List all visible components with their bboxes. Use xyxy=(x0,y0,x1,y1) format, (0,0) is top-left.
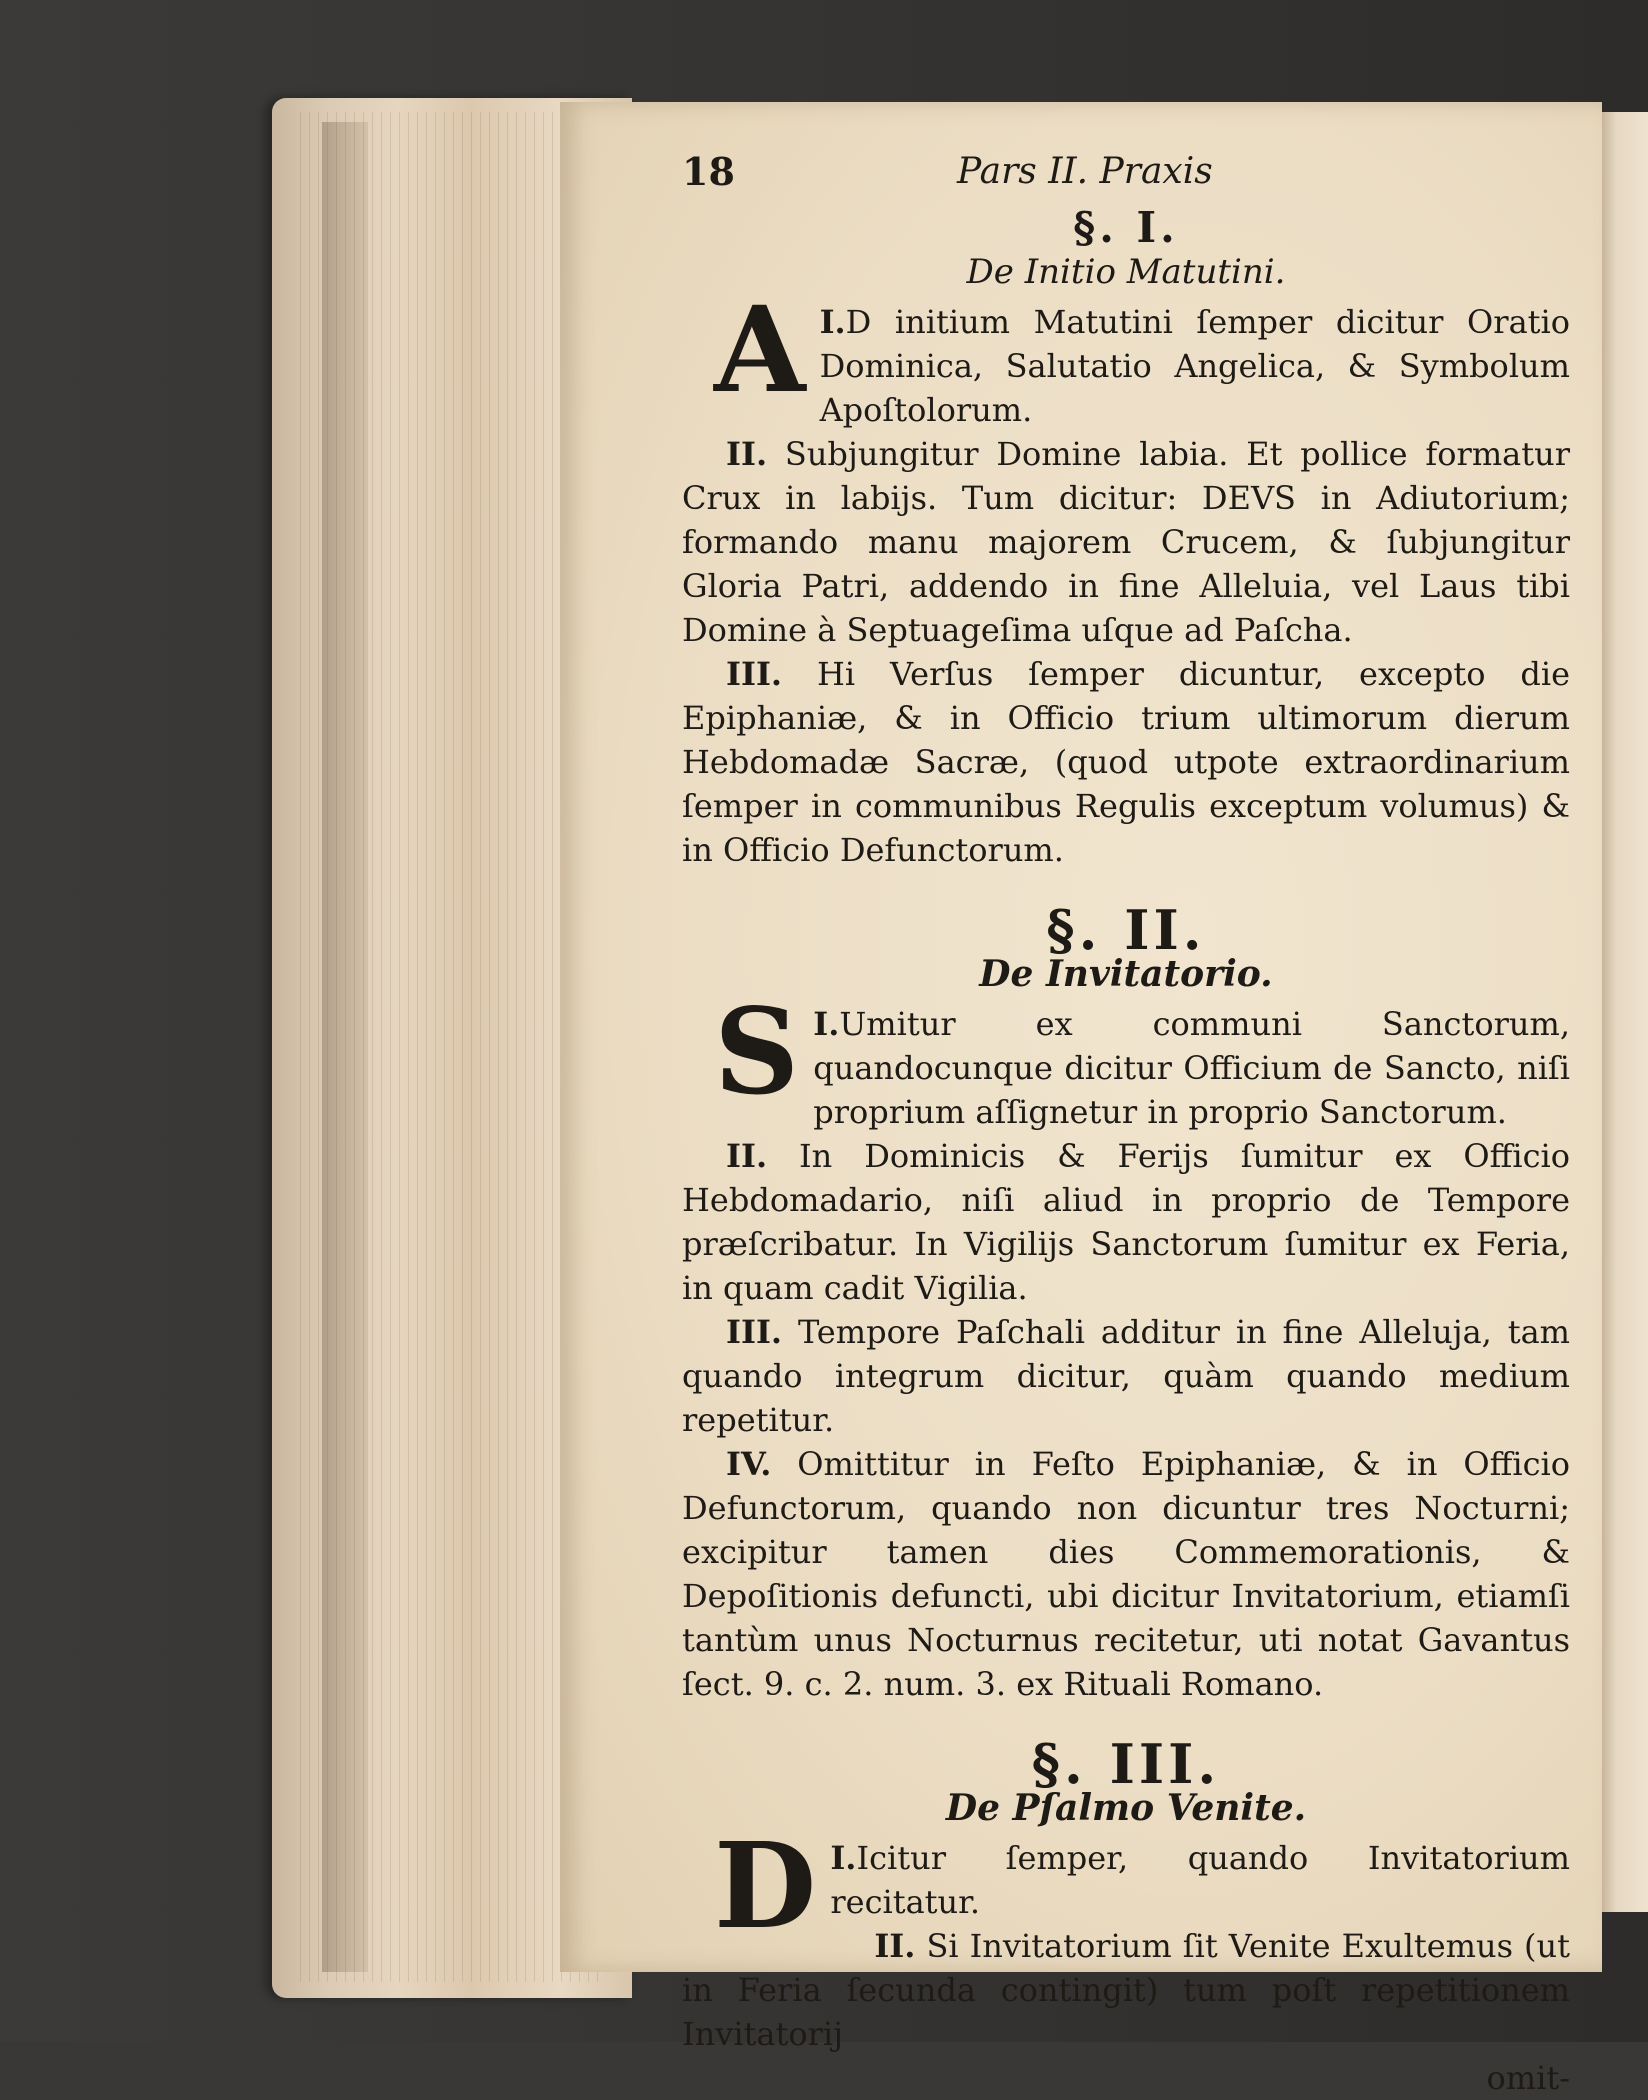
section-number: §. II. xyxy=(1046,898,1206,962)
paragraph-number: II. xyxy=(726,435,768,473)
section-number: §. III. xyxy=(1031,1732,1221,1796)
section-title: De Pſalmo Venite. xyxy=(945,1787,1307,1829)
paragraph xyxy=(682,652,1570,872)
drop-cap: S xyxy=(714,982,800,1121)
facing-page-edge xyxy=(1595,112,1648,1912)
section-title: De Initio Matutini. xyxy=(966,252,1286,292)
section-title: De Invitatorio. xyxy=(979,953,1273,995)
paragraph-text: Omittitur in Feſto Epiphaniæ, & in Officio Defunctorum, quando non dicuntur tres Nocturni; excipitur tamen dies Commemorationis, & Depoſitionis defuncti, ubi dicitur Invitatorium, etiamſi tantùm unus Nocturnus recitetur, uti notat Gavantus ſect. 9. c. 2. num. 3. ex Rituali Romano. xyxy=(682,1445,1571,1703)
page-number: 18 xyxy=(682,149,735,194)
page-header xyxy=(682,150,1570,198)
paragraph-number: III. xyxy=(726,1313,783,1351)
paragraph-number: I. xyxy=(819,303,846,341)
drop-cap: D xyxy=(714,1816,817,1955)
paragraph xyxy=(682,280,1570,432)
drop-cap: A xyxy=(714,280,806,419)
paragraph xyxy=(682,432,1570,652)
paragraph xyxy=(682,982,1570,1134)
paragraph-text: Umitur ex communi Sanctorum, quandocunque dicitur Officium de Sancto, niſi proprium aſſignetur in proprio Sanctorum. xyxy=(813,1005,1570,1131)
paragraph xyxy=(682,1924,1570,2056)
paragraph-text: Si Invitatorium ſit Venite Exultemus (ut in Feria ſecunda contingit) tum poſt repetitionem Invitatorij xyxy=(682,1927,1571,2053)
paragraph-text: D initium Matutini ſemper dicitur Oratio Dominica, Salutatio Angelica, & Symbolum Apoſtolorum. xyxy=(819,303,1570,429)
paragraph xyxy=(682,1310,1570,1442)
paragraph-number: I. xyxy=(830,1839,857,1877)
paragraph-number: I. xyxy=(813,1005,840,1043)
page-text xyxy=(682,150,1570,2100)
paragraph-text: Hi Verſus ſemper dicuntur, excepto die Epiphaniæ, & in Officio trium ultimorum dierum Hebdomadæ Sacræ, (quod utpote extraordinarium ſemper in communibus Regulis exceptum volumus) & in Officio Defunctorum. xyxy=(682,655,1571,869)
paragraph-number: II. xyxy=(726,1137,768,1175)
paragraph xyxy=(682,1134,1570,1310)
paragraph-number: III. xyxy=(726,655,783,693)
page-edge-lines xyxy=(300,112,600,1982)
paragraph-text: Tempore Paſchali additur in fine Alleluja, tam quando integrum dicitur, quàm quando medium repetitur. xyxy=(682,1313,1571,1439)
running-title: Pars II. Praxis xyxy=(957,151,1213,192)
catchword: omit- xyxy=(1486,2059,1570,2097)
paragraph-text: Icitur ſemper, quando Invitatorium recitatur. xyxy=(830,1839,1570,1921)
section-number: §. I. xyxy=(1073,203,1179,252)
paragraph xyxy=(682,1442,1570,1706)
paragraph-text: In Dominicis & Ferijs ſumitur ex Officio Hebdomadario, niſi aliud in proprio de Tempore præſcribatur. In Vigilijs Sanctorum ſumitur ex Feria, in quam cadit Vigilia. xyxy=(682,1137,1571,1307)
paragraph-number: II. xyxy=(874,1927,916,1965)
paragraph-number: IV. xyxy=(726,1445,772,1483)
paragraph-text: Subjungitur Domine labia. Et pollice formatur Crux in labijs. Tum dicitur: DEVS in Adiutorium; formando manu majorem Crucem, & ſubjungitur Gloria Patri, addendo in fine Alleluia, vel Laus tibi Domine à Septuageſima uſque ad Paſcha. xyxy=(682,435,1571,649)
